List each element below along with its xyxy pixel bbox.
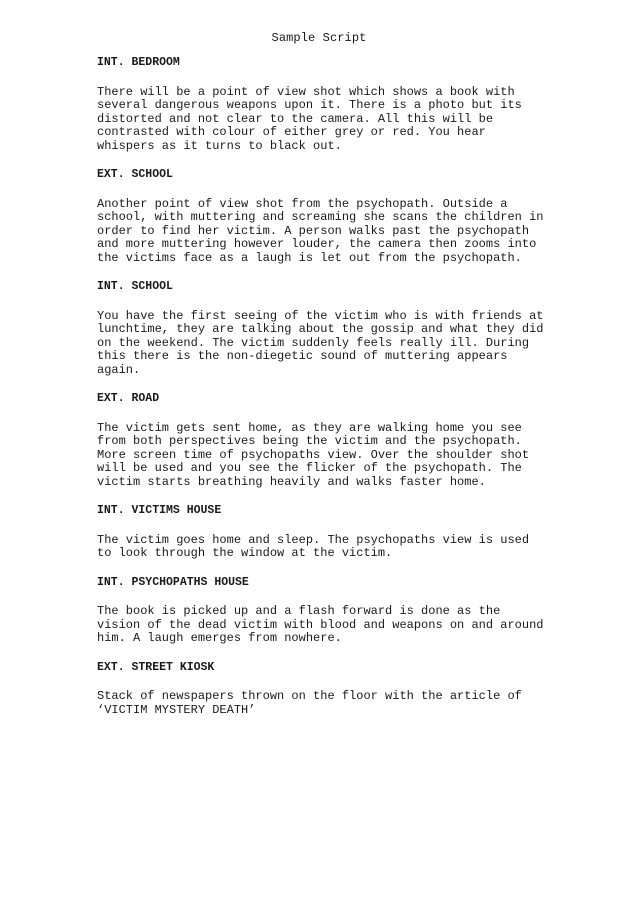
scene-heading: INT. PSYCHOPATHS HOUSE [97,575,249,589]
scene-description-line: victim starts breathing heavily and walks faster home. [97,474,486,489]
scene-description-line: on the weekend. The victim suddenly feels really ill. During [97,335,530,350]
scene [97,504,567,561]
scene-description [97,422,567,490]
scene-description-line: again. [97,362,141,377]
scene-description-line: the victims face as a laugh is let out from the psychopath. [97,250,522,265]
scene-heading: INT. SCHOOL [97,280,173,293]
scene-description-line: school, with muttering and screaming she scans the children in [97,210,544,224]
scene-description-line: this there is the non-diegetic sound of muttering appears [97,349,508,363]
scene-description-line: Stack of newspapers thrown on the floor with the article of [97,689,522,703]
scene-description-line: will be used and you see the flicker of the psychopath. The [97,461,522,475]
scene-description-line: distorted and not clear to the camera. All this will be [97,111,494,126]
scene-description-line: More screen time of psychopaths view. Over the shoulder shot [97,447,530,462]
scene-description-line: to look through the window at the victim. [97,546,393,560]
scene-description-line: ‘VICTIM MYSTERY DEATH’ [97,702,256,717]
scene-description-line: and more muttering however louder, the camera then zooms into [97,237,537,251]
scene-description-line: Another point of view shot from the psychopath. Outside a [97,196,508,211]
scene-description-line: order to find her victim. A person walks past the psychopath [97,223,530,238]
scene [97,56,567,153]
scene-description-line: The victim goes home and sleep. The psychopaths view is used [97,532,530,547]
scene-list [97,56,567,732]
scene-description-line: The victim gets sent home, as they are walking home you see [97,420,522,435]
scene-heading: EXT. SCHOOL [97,168,173,181]
scene-description-line: lunchtime, they are talking about the gossip and what they did [97,322,544,336]
scene-description [97,198,567,266]
page-header-title: Sample Script [271,31,367,45]
scene-description [97,534,567,561]
scene [97,392,567,489]
scene-heading: INT. BEDROOM [97,56,180,69]
scene [97,280,567,377]
scene [97,168,567,265]
scene-description-line: The book is picked up and a flash forward is done as the [97,604,501,618]
scene-description [97,690,567,717]
scene-heading: INT. VICTIMS HOUSE [97,504,222,517]
scene-description-line: You have the first seeing of the victim who is with friends at [97,308,544,323]
scene-description-line: several dangerous weapons upon it. There is a photo but its [97,98,522,112]
scene-description-line: him. A laugh emerges from nowhere. [97,631,342,645]
scene-description [97,86,567,154]
scene-description-line: whispers as it turns to black out. [97,138,342,153]
scene-description-line: vision of the dead victim with blood and weapons on and around [97,617,544,632]
scene-heading: EXT. ROAD [97,392,160,405]
scene-heading: EXT. STREET KIOSK [97,660,215,674]
scene-description-line: There will be a point of view shot which shows a book with [97,84,515,99]
scene-description-line: contrasted with colour of either grey or red. You hear [97,125,486,139]
scene-description [97,310,567,378]
scene-description-line: from both perspectives being the victim and the psychopath. [97,434,522,448]
scene-description [97,605,567,646]
scene [97,661,567,718]
scene [97,576,567,646]
